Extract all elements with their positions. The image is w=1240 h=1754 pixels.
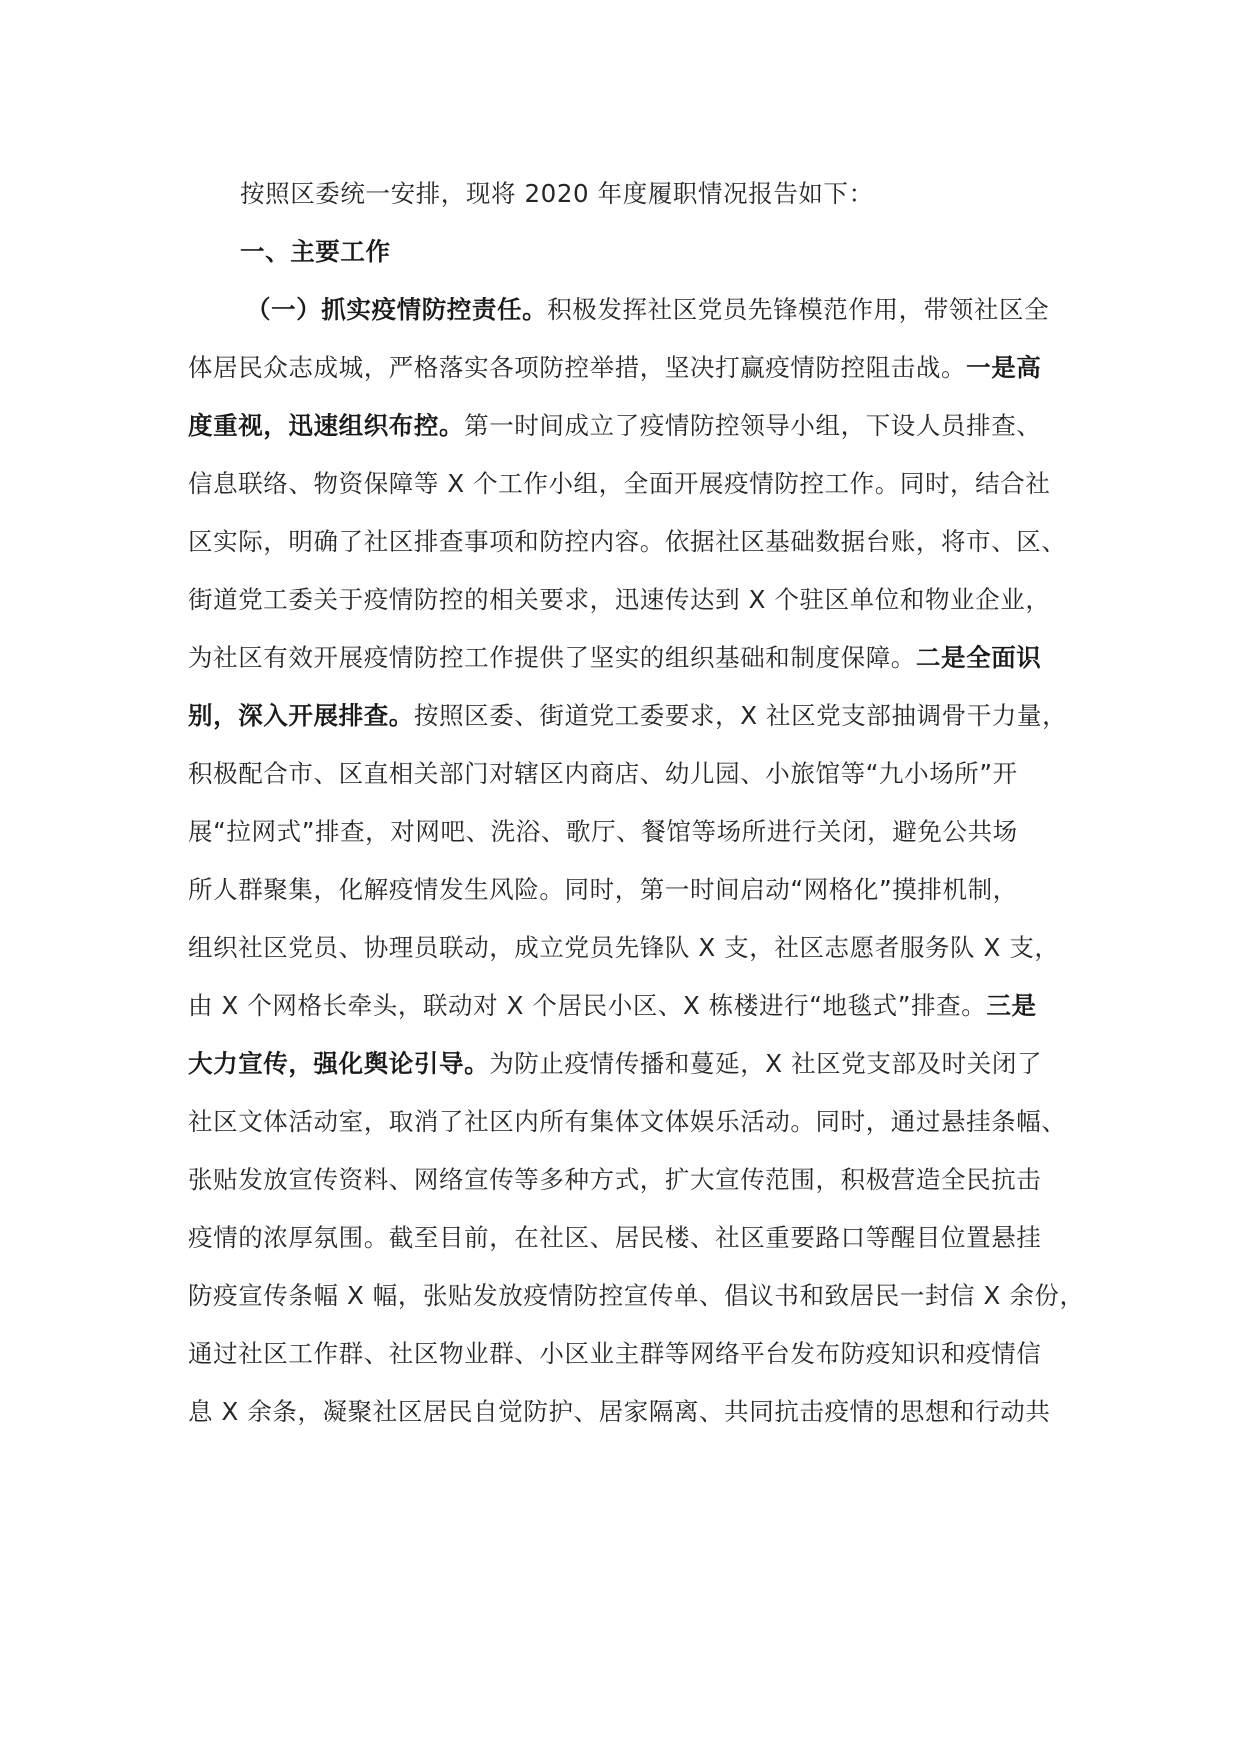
body-text: 通过社区工作群、社区物业群、小区业主群等网络平台发布防疫知识和疫情信 xyxy=(188,1339,1042,1368)
body-line xyxy=(188,1160,1068,1200)
emphasis-text: 大力宣传，强化舆论引导。 xyxy=(188,1049,490,1078)
body-text: 为社区有效开展疫情防控工作提供了坚实的组织基础和制度保障。 xyxy=(188,643,916,672)
body-line xyxy=(188,1102,1068,1142)
body-text: 展“拉网式”排查，对网吧、洗浴、歌厅、餐馆等场所进行关闭，避免公共场 xyxy=(188,817,1018,846)
body-line xyxy=(188,406,1068,446)
body-line xyxy=(188,1218,1068,1258)
body-text: 防疫宣传条幅 X 幅，张贴发放疫情防控宣传单、倡议书和致居民一封信 X 余份， xyxy=(188,1281,1085,1310)
body-text: 积极发挥社区党员先锋模范作用，带领社区全 xyxy=(547,295,1050,324)
body-text: 息 X 余条，凝聚社区居民自觉防护、居家隔离、共同抗击疫情的思想和行动共 xyxy=(188,1397,1051,1426)
body-text: 为防止疫情传播和蔓延，X 社区党支部及时关闭了 xyxy=(489,1049,1043,1078)
body-line xyxy=(188,1392,1068,1432)
body-text: 疫情的浓厚氛围。截至目前，在社区、居民楼、社区重要路口等醒目位置悬挂 xyxy=(188,1223,1042,1252)
body-text: 张贴发放宣传资料、网络宣传等多种方式，扩大宣传范围，积极营造全民抗击 xyxy=(188,1165,1042,1194)
body-text: 所人群聚集，化解疫情发生风险。同时，第一时间启动“网格化”摸排机制， xyxy=(188,875,1018,904)
body-line xyxy=(188,580,1068,620)
body-line xyxy=(188,638,1068,678)
body-text: 由 X 个网格长牵头，联动对 X 个居民小区、X 栋楼进行“地毯式”排查。 xyxy=(188,991,987,1020)
body-line xyxy=(188,812,1068,852)
body-line xyxy=(188,1044,1068,1084)
body-line xyxy=(188,522,1068,562)
emphasis-text: 二是全面识 xyxy=(915,643,1042,672)
body-line xyxy=(188,754,1068,794)
body-text: 信息联络、物资保障等 X 个工作小组，全面开展疫情防控工作。同时，结合社 xyxy=(188,469,1051,498)
body-line xyxy=(188,1276,1085,1316)
body-line xyxy=(188,928,1068,968)
body-text: 体居民众志成城，严格落实各项防控举措，坚决打赢疫情防控阻击战。 xyxy=(188,353,967,382)
body-line xyxy=(246,290,1126,330)
body-line xyxy=(188,986,1068,1026)
subheading-text: （一）抓实疫情防控责任。 xyxy=(246,295,548,324)
intro-paragraph: 按照区委统一安排，现将 2020 年度履职情况报告如下： xyxy=(240,179,874,208)
section-heading: 一、主要工作 xyxy=(240,237,391,266)
emphasis-text: 别，深入开展排查。 xyxy=(188,701,414,730)
body-text: 社区文体活动室，取消了社区内所有集体文体娱乐活动。同时，通过悬挂条幅、 xyxy=(188,1107,1067,1136)
body-text: 第一时间成立了疫情防控领导小组，下设人员排查、 xyxy=(464,411,1042,440)
body-text: 按照区委、街道党工委要求，X 社区党支部抽调骨干力量， xyxy=(413,701,1068,730)
emphasis-text: 度重视，迅速组织布控。 xyxy=(188,411,465,440)
emphasis-text: 三是 xyxy=(986,991,1037,1020)
body-text: 区实际，明确了社区排查事项和防控内容。依据社区基础数据台账，将市、区、 xyxy=(188,527,1067,556)
body-line xyxy=(188,696,1068,736)
body-text: 街道党工委关于疫情防控的相关要求，迅速传达到 X 个驻区单位和物业企业， xyxy=(188,585,1051,614)
body-line xyxy=(188,1334,1068,1374)
emphasis-text: 一是高 xyxy=(966,353,1042,382)
body-line xyxy=(188,464,1068,504)
body-text: 积极配合市、区直相关部门对辖区内商店、幼儿园、小旅馆等“九小场所”开 xyxy=(188,759,1018,788)
body-line xyxy=(188,348,1068,388)
body-text: 组织社区党员、协理员联动，成立党员先锋队 X 支，社区志愿者服务队 X 支， xyxy=(188,933,1060,962)
body-line xyxy=(188,870,1068,910)
